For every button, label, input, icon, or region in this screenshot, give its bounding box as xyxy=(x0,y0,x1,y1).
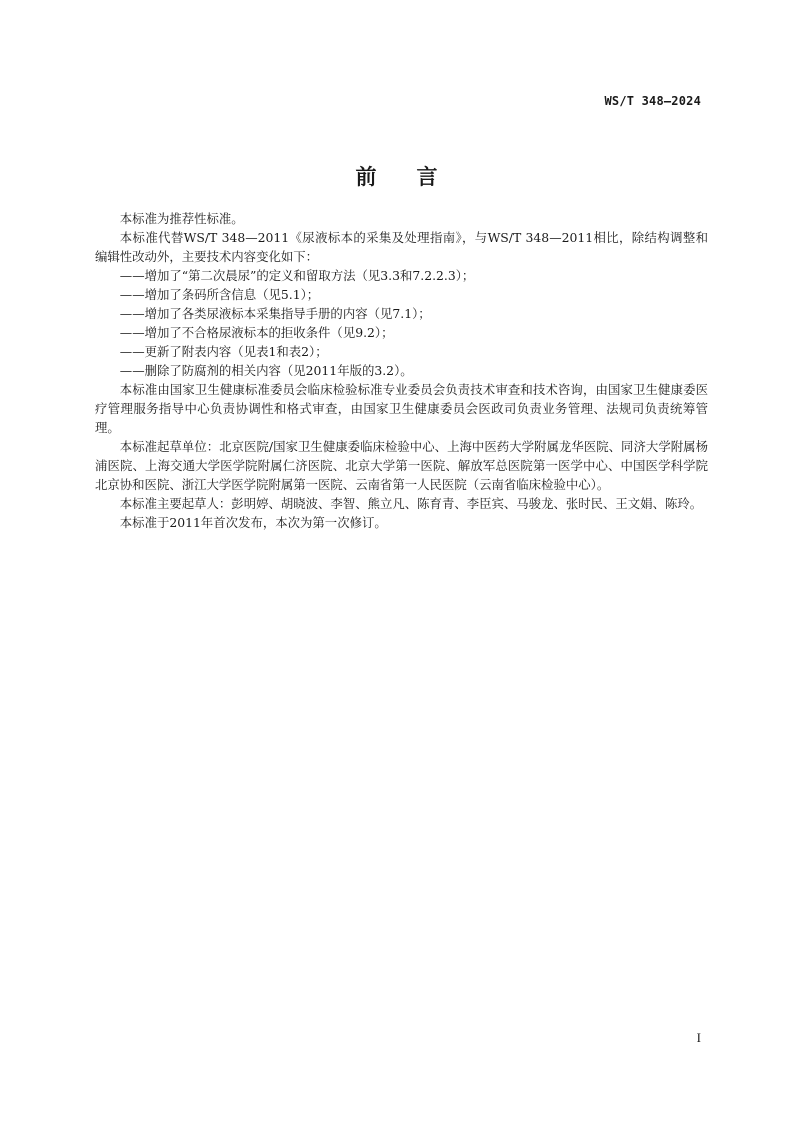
change-item: ——增加了各类尿液标本采集指导手册的内容（见7.1）； xyxy=(119,306,431,321)
paragraph-drafters: 本标准主要起草人：彭明婷、胡晓波、李智、熊立凡、陈育青、李臣宾、马骏龙、张时民、王文娟、陈玲。 xyxy=(119,496,703,511)
change-item: ——删除了防腐剂的相关内容（见2011年版的3.2）。 xyxy=(119,363,413,378)
page-number: I xyxy=(696,1030,701,1045)
paragraph-history: 本标准于2011年首次发布，本次为第一次修订。 xyxy=(119,515,387,530)
page-title: 前言 xyxy=(355,165,478,189)
change-item: ——增加了不合格尿液标本的拒收条件（见9.2）； xyxy=(119,325,394,340)
change-item: ——更新了附表内容（见表1和表2）； xyxy=(119,344,328,359)
paragraph-recommended: 本标准为推荐性标准。 xyxy=(119,211,244,226)
paragraph-drafting-units: 本标准起草单位：北京医院/国家卫生健康委临床检验中心、上海中医药大学附属龙华医院、同济大学附属杨浦医院、上海交通大学医学院附属仁济医院、北京大学第一医院、解放军总医院第一医学中心、中国医学科学院北京协和医院、浙江大学医学院附属第一医院、云南省第一人民医院（云南省临床检验中心）。 xyxy=(95,439,708,492)
standard-code: WS/T 348—2024 xyxy=(604,94,701,108)
foreword-body xyxy=(95,209,708,532)
change-item: ——增加了条码所含信息（见5.1）； xyxy=(119,287,320,302)
change-item: ——增加了“第二次晨尿”的定义和留取方法（见3.3和7.2.2.3）； xyxy=(119,268,475,283)
paragraph-replaces: 本标准代替WS/T 348—2011《尿液标本的采集及处理指南》，与WS/T 348—2011相比，除结构调整和编辑性改动外，主要技术内容变化如下： xyxy=(95,230,708,264)
paragraph-proposer: 本标准由国家卫生健康标准委员会临床检验标准专业委员会负责技术审查和技术咨询，由国家卫生健康委医疗管理服务指导中心负责协调性和格式审查，由国家卫生健康委员会医政司负责业务管理、法规司负责统筹管理。 xyxy=(95,382,708,435)
